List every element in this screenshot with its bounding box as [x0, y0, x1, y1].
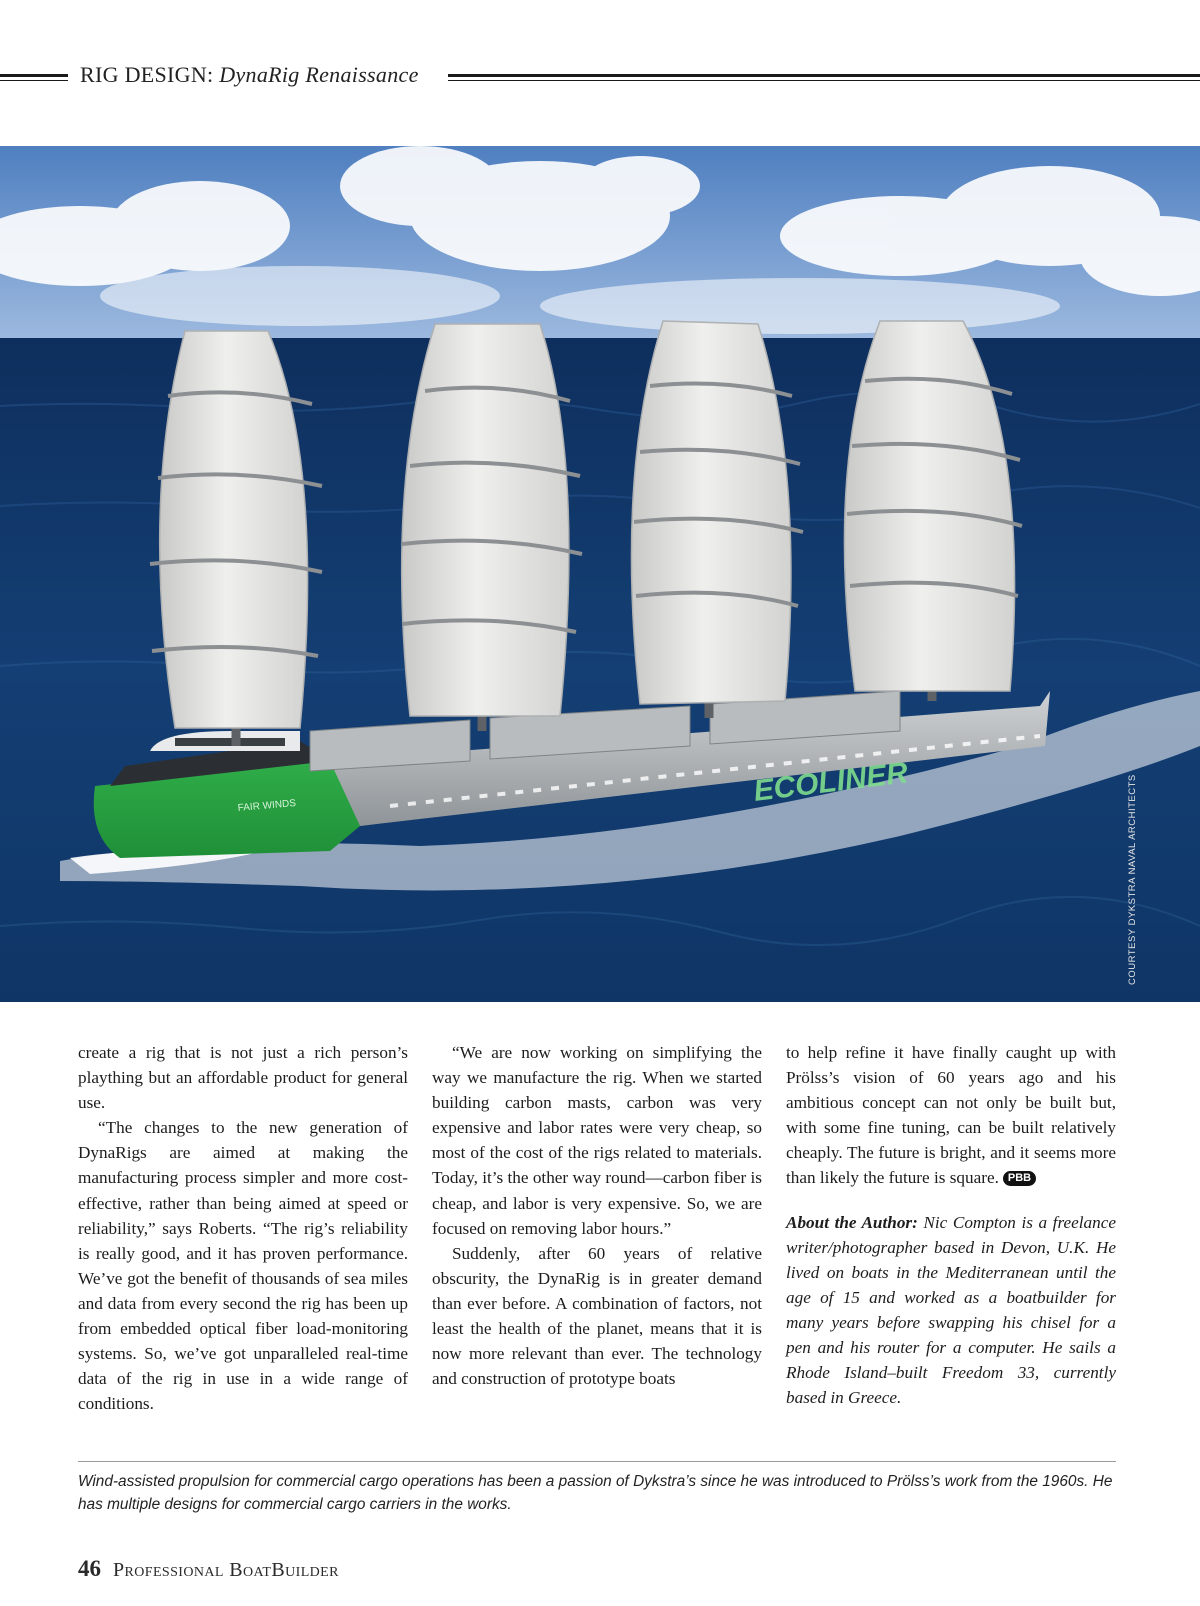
photo-credit: COURTESY DYKSTRA NAVAL ARCHITECTS	[1127, 774, 1138, 985]
paragraph: create a rig that is not just a rich person’s plaything but an affordable product for general use.	[78, 1043, 408, 1113]
closing-text: to help refine it have finally caught up with Prölss’s vision of 60 years ago and his ambitious concept can not only be built but, with some fine tuning, can be built relatively cheaply. The future is bright, and it seems more than likely the future is square.	[786, 1043, 1116, 1188]
page-number: 46	[78, 1556, 101, 1581]
photo-caption: Wind-assisted propulsion for commercial cargo operations has been a passion of Dykstra’s since he was introduced to Prölss’s work from the 1960s. He has multiple designs for commercial cargo carriers in the works.	[78, 1473, 1113, 1513]
text-column-1	[78, 1040, 408, 1416]
hull-name: ECOLINER	[751, 756, 910, 808]
paragraph: Suddenly, after 60 years of relative obscurity, the DynaRig is in greater demand than ever before. A combination of factors, not least the health of the planet, means that it is now more relevant than ever. The technology and construction of prototype boats	[432, 1243, 762, 1389]
header-section: RIG DESIGN:	[80, 62, 214, 87]
text-column-3	[786, 1040, 1116, 1410]
ship-photo	[0, 146, 1200, 1002]
end-mark-logo: PBB	[1003, 1171, 1036, 1186]
header-title: DynaRig Renaissance	[219, 62, 419, 87]
about-author-text: Nic Compton is a freelance writer/photographer based in Devon, U.K. He lived on boats in the Mediterranean until the age of 15 and worked as a boatbuilder for many years before swapping his chisel for a pen and his router for a computer. He sails a Rhode Island–built Freedom 33, currently based in Greece.	[786, 1212, 1116, 1408]
paragraph: “The changes to the new generation of DynaRigs are aimed at making the manufacturing process simpler and more cost-effective, rather than being aimed at speed or reliability,” says Roberts. “The rig’s reliability is really good, and it has proven performance. We’ve got the benefit of thousands of sea miles and data from every second the rig has been up from embedded optical fiber load-monitoring systems. So, we’ve got unparalleled real-time data of the rig in use in a wide range of conditions.	[78, 1118, 408, 1414]
text-column-2	[432, 1040, 762, 1391]
caption-rule	[78, 1461, 1116, 1462]
running-header	[80, 62, 419, 88]
paragraph: “We are now working on simplifying the way we manufacture the rig. When we started building carbon masts, carbon was very expensive and labor rates were very cheap, so most of the cost of the rigs related to materials. Today, it’s the other way round—carbon fiber is cheap, and labor is very expensive. So, we are focused on removing labor hours.”	[432, 1043, 762, 1238]
magazine-name: Professional BoatBuilder	[113, 1559, 339, 1581]
header-rule-right	[448, 74, 1200, 82]
paragraph	[786, 1040, 1116, 1191]
bow-name: FAIR WINDS	[237, 797, 297, 814]
header-rule-left	[0, 74, 68, 82]
about-author	[786, 1210, 1116, 1411]
about-author-label: About the Author:	[786, 1212, 918, 1232]
page-footer	[78, 1556, 339, 1582]
